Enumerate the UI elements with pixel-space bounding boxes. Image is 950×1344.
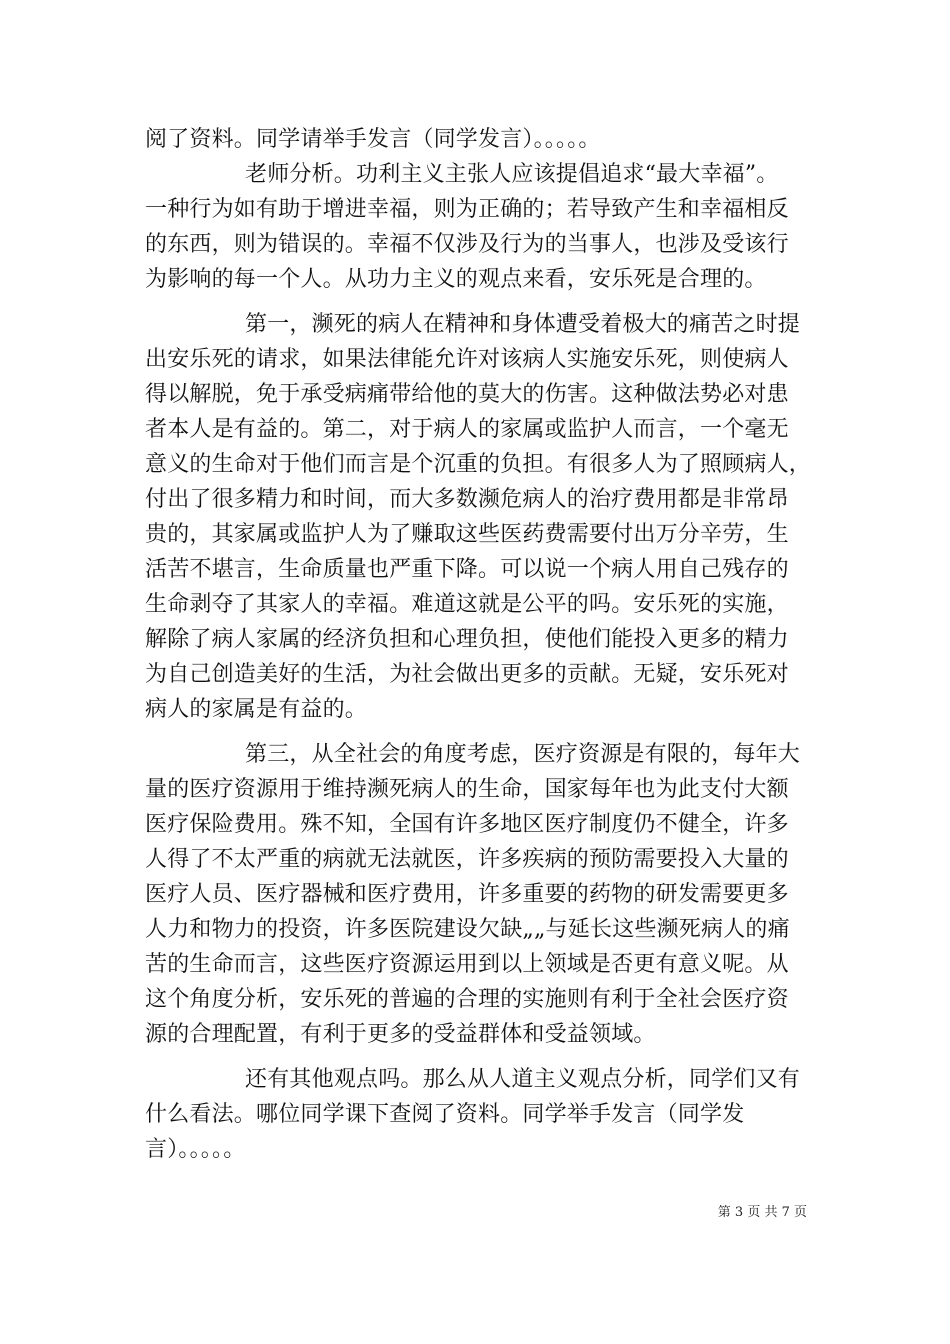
text-line: 这个角度分析，安乐死的普遍的合理的实施则有利于全社会医疗资	[145, 987, 789, 1012]
text-line: 活苦不堪言，生命质量也严重下降。可以说一个病人用自己残存的	[145, 557, 789, 582]
text-line: 意义的生命对于他们而言是个沉重的负担。有很多人为了照顾病人，	[145, 452, 812, 477]
text-line: 医疗人员、医疗器械和医疗费用，许多重要的药物的研发需要更多	[145, 882, 789, 907]
text-line: 付出了很多精力和时间，而大多数濒危病人的治疗费用都是非常昂	[145, 487, 789, 512]
text-line: 第三，从全社会的角度考虑，医疗资源是有限的，每年大	[245, 742, 801, 767]
text-line: 者本人是有益的。第二，对于病人的家属或监护人而言，一个毫无	[145, 417, 789, 442]
text-line: 言）。。。。。	[145, 1137, 246, 1162]
text-line: 量的医疗资源用于维持濒死病人的生命，国家每年也为此支付大额	[145, 777, 789, 802]
text-line: 老师分析。功利主义主张人应该提倡追求“最大幸福”。	[245, 162, 779, 187]
text-line: 贵的，其家属或监护人为了赚取这些医药费需要付出万分辛劳，生	[145, 522, 789, 547]
text-line: 人得了不太严重的病就无法就医，许多疾病的预防需要投入大量的	[145, 847, 789, 872]
text-line: 源的合理配置，有利于更多的受益群体和受益领域。	[145, 1022, 656, 1047]
page-number-footer: 第 3 页 共 7 页	[717, 1205, 807, 1220]
text-line: 为自己创造美好的生活，为社会做出更多的贡献。无疑，安乐死对	[145, 662, 789, 687]
text-line: 什么看法。哪位同学课下查阅了资料。同学举手发言（同学发	[145, 1102, 745, 1127]
text-line: 第一，濒死的病人在精神和身体遭受着极大的痛苦之时提	[245, 312, 801, 337]
text-line: 阅了资料。同学请举手发言（同学发言）。。。。。	[145, 127, 601, 152]
text-line: 还有其他观点吗。那么从人道主义观点分析，同学们又有	[245, 1067, 801, 1092]
text-line: 一种行为如有助于增进幸福，则为正确的；若导致产生和幸福相反	[145, 197, 789, 222]
text-line: 出安乐死的请求，如果法律能允许对该病人实施安乐死，则使病人	[145, 347, 789, 372]
text-line: 得以解脱，免于承受病痛带给他的莫大的伤害。这种做法势必对患	[145, 382, 789, 407]
text-line: 为影响的每一个人。从功力主义的观点来看，安乐死是合理的。	[145, 267, 767, 292]
text-line: 人力和物力的投资，许多医院建设欠缺„„与延长这些濒死病人的痛	[145, 917, 790, 942]
text-line: 病人的家属是有益的。	[145, 697, 368, 722]
text-line: 解除了病人家属的经济负担和心理负担，使他们能投入更多的精力	[145, 627, 789, 652]
text-line: 生命剥夺了其家人的幸福。难道这就是公平的吗。安乐死的实施，	[145, 592, 789, 617]
text-line: 的东西，则为错误的。幸福不仅涉及行为的当事人，也涉及受该行	[145, 232, 789, 257]
text-line: 苦的生命而言，这些医疗资源运用到以上领域是否更有意义呢。从	[145, 952, 789, 977]
text-line: 医疗保险费用。殊不知，全国有许多地区医疗制度仍不健全，许多	[145, 812, 789, 837]
